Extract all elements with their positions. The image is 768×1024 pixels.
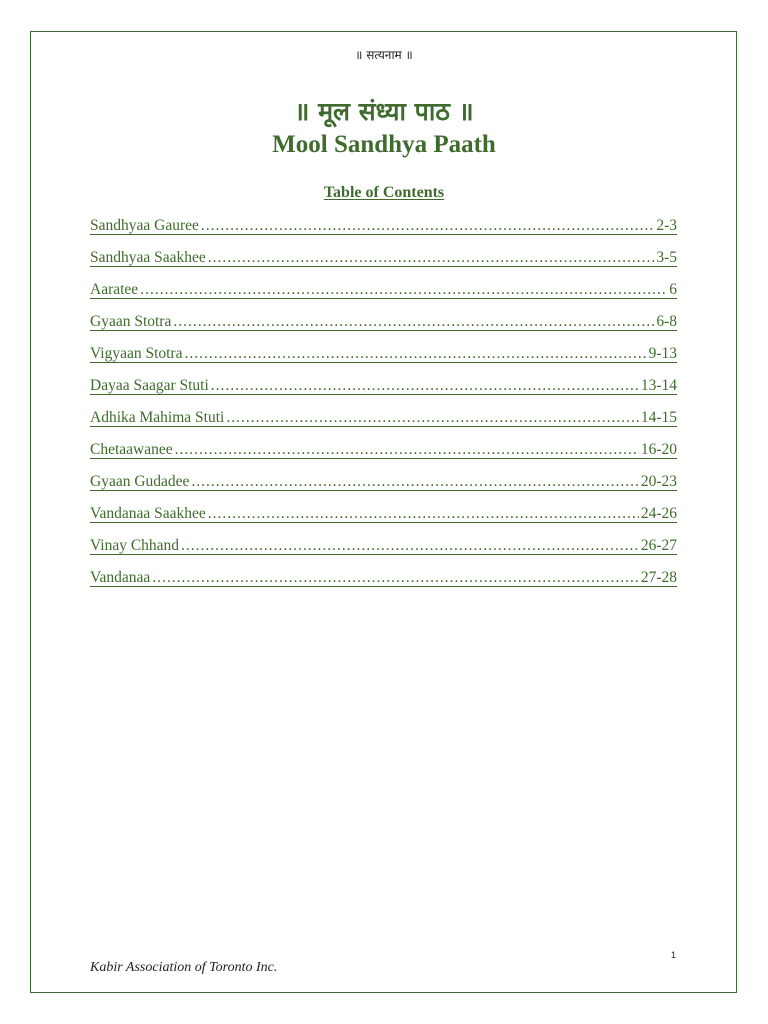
toc-entry[interactable]	[90, 504, 677, 536]
toc-entry-pages: 9-13	[648, 345, 677, 362]
toc-dot-leader	[152, 568, 639, 588]
toc-entry-pages: 24-26	[640, 505, 677, 522]
toc-entry[interactable]	[90, 216, 677, 248]
page-title-hindi: ॥ मूल संध्या पाठ ॥	[294, 97, 474, 126]
toc-entry-title: Vandanaa Saakhee	[90, 505, 206, 522]
toc-entry-title: Aaratee	[90, 281, 139, 298]
toc-entry[interactable]	[90, 344, 677, 376]
toc-entry[interactable]	[90, 376, 677, 408]
toc-dot-leader	[208, 504, 639, 524]
toc-entry-pages: 2-3	[656, 217, 677, 234]
header-satyanam: ॥ सत्यनाम ॥	[355, 48, 413, 62]
toc-entry-pages: 6-8	[656, 313, 677, 330]
toc-entry-title: Vigyaan Stotra	[90, 345, 183, 362]
page-number: 1	[671, 950, 677, 960]
toc-dot-leader	[181, 536, 639, 556]
toc-entry-title: Sandhyaa Gauree	[90, 217, 199, 234]
toc-heading	[0, 184, 768, 202]
toc-entry-title: Vinay Chhand	[90, 537, 180, 554]
toc-entry-title: Chetaawanee	[90, 441, 173, 458]
toc-list	[90, 216, 677, 600]
footer-organization: Kabir Association of Toronto Inc.	[90, 960, 278, 975]
toc-dot-leader	[226, 408, 639, 428]
toc-entry-title: Dayaa Saagar Stuti	[90, 377, 209, 394]
toc-entry[interactable]	[90, 248, 677, 280]
toc-dot-leader	[175, 440, 639, 460]
toc-entry[interactable]	[90, 536, 677, 568]
toc-entry[interactable]	[90, 440, 677, 472]
toc-entry-title: Gyaan Gudadee	[90, 473, 190, 490]
toc-entry[interactable]	[90, 408, 677, 440]
toc-entry-pages: 3-5	[656, 249, 677, 266]
toc-dot-leader	[184, 344, 646, 364]
toc-entry[interactable]	[90, 280, 677, 312]
page-title-english: Mool Sandhya Paath	[272, 131, 496, 158]
toc-dot-leader	[208, 248, 655, 268]
toc-entry-pages: 20-23	[640, 473, 677, 490]
toc-entry[interactable]	[90, 568, 677, 600]
toc-dot-leader	[191, 472, 638, 492]
toc-entry[interactable]	[90, 312, 677, 344]
toc-entry-pages: 16-20	[640, 441, 677, 458]
toc-dot-leader	[140, 280, 667, 300]
toc-entry-title: Sandhyaa Saakhee	[90, 249, 206, 266]
toc-entry-title: Gyaan Stotra	[90, 313, 172, 330]
toc-entry-title: Adhika Mahima Stuti	[90, 409, 225, 426]
toc-entry-pages: 6	[669, 281, 677, 298]
toc-entry-title: Vandanaa	[90, 569, 151, 586]
toc-dot-leader	[201, 216, 654, 236]
toc-dot-leader	[211, 376, 639, 396]
toc-entry-pages: 14-15	[640, 409, 677, 426]
toc-entry-pages: 26-27	[640, 537, 677, 554]
toc-heading-text: Table of Contents	[323, 184, 445, 201]
toc-entry-pages: 27-28	[640, 569, 677, 586]
toc-dot-leader	[173, 312, 654, 332]
toc-entry-pages: 13-14	[640, 377, 677, 394]
toc-entry[interactable]	[90, 472, 677, 504]
